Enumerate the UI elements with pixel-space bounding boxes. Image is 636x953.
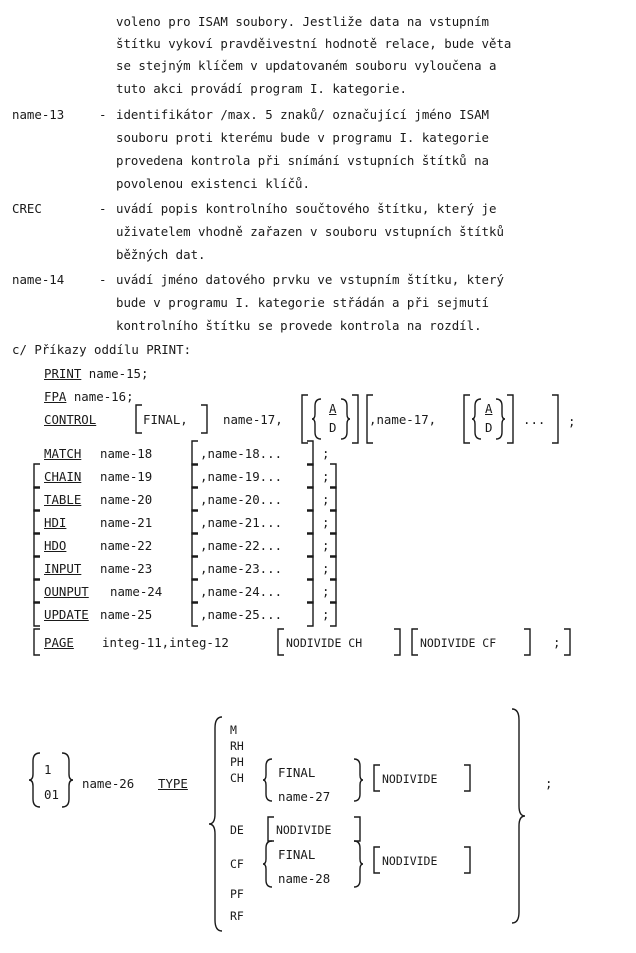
chain-keyword: CHAIN: [44, 469, 82, 484]
page-opt1-right-bracket: [392, 628, 402, 656]
hdi-terminator: ;: [322, 515, 330, 530]
control-name-repeat: ,name-17,: [369, 412, 437, 427]
control-sort-a: A: [329, 401, 337, 416]
page-nodivide-ch: NODIVIDE CH: [286, 636, 363, 650]
page-opt1-left-bracket: [276, 628, 286, 656]
ounput-terminator: ;: [322, 584, 330, 599]
de-nodivide: NODIVIDE: [276, 823, 332, 837]
section-heading: c/ Příkazy oddílu PRINT:: [12, 342, 192, 357]
chain-name: name-19: [100, 469, 153, 484]
control-terminator: ;: [568, 414, 576, 429]
type-opt-pf: PF: [230, 887, 244, 901]
match-terminator: ;: [322, 446, 330, 461]
def-term: CREC: [12, 201, 42, 216]
input-rep: ,name-23...: [200, 561, 283, 576]
hdo-terminator: ;: [322, 538, 330, 553]
hdo-name: name-22: [100, 538, 153, 553]
def-line: běžných dat.: [116, 247, 206, 262]
match-name: name-18: [100, 446, 153, 461]
print-rest: name-15;: [81, 366, 149, 381]
page-keyword: PAGE: [44, 635, 74, 650]
cf-nodivide: NODIVIDE: [382, 854, 438, 868]
page-right-bracket: [562, 628, 572, 656]
cf-right-brace: [352, 840, 364, 888]
control-repeat-sort-a: A: [485, 401, 493, 416]
update-keyword: UPDATE: [44, 607, 89, 622]
type-opt-ph: PH: [230, 755, 244, 769]
update-left-bracket: [32, 601, 42, 627]
hdi-name: name-21: [100, 515, 153, 530]
hdo-rep: ,name-22...: [200, 538, 283, 553]
def-line: povolenou existenci klíčů.: [116, 176, 310, 191]
ch-name-27: name-27: [278, 789, 331, 804]
def-term: name-13: [12, 107, 65, 122]
para-line: štítku vykoví pravděivestní hodnotě relace, bude věta: [116, 36, 512, 51]
def-line: bude v programu I. kategorie střádán a při sejmutí: [116, 295, 489, 310]
cf-final: FINAL: [278, 847, 316, 862]
type-level-right-brace: [60, 752, 74, 808]
type-level-left-brace: [28, 752, 42, 808]
chain-rep: ,name-19...: [200, 469, 283, 484]
ch-left-brace: [262, 758, 274, 802]
control-repeat-sort-left-brace: [471, 398, 483, 440]
fpa-rest: name-16;: [66, 389, 134, 404]
type-level-1: 1: [44, 762, 52, 777]
type-opt-cf: CF: [230, 857, 244, 871]
page-args: integ-11,integ-12: [102, 635, 229, 650]
type-opt-rh: RH: [230, 739, 244, 753]
type-options-right-brace: [510, 708, 526, 924]
de-nodivide-right-bracket: [352, 816, 362, 842]
ounput-rep: ,name-24...: [200, 584, 283, 599]
type-keyword: TYPE: [158, 776, 188, 791]
control-name: name-17,: [223, 412, 283, 427]
table-name: name-20: [100, 492, 153, 507]
hdi-rep: ,name-21...: [200, 515, 283, 530]
def-term: name-14: [12, 272, 65, 287]
print-statement: [44, 366, 148, 382]
def-dash: -: [99, 107, 107, 122]
def-line: souboru proti kterému bude v programu I. kategorie: [116, 130, 489, 145]
def-dash: -: [99, 201, 107, 216]
ch-nodivide-left-bracket: [372, 764, 382, 792]
fpa-statement: [44, 389, 134, 405]
def-dash: -: [99, 272, 107, 287]
chain-terminator: ;: [322, 469, 330, 484]
ch-final: FINAL: [278, 765, 316, 780]
control-final: FINAL,: [143, 412, 188, 427]
control-sort-outer-left-bracket: [300, 394, 310, 444]
control-sort-outer-right-bracket: [350, 394, 360, 444]
table-terminator: ;: [322, 492, 330, 507]
control-repeat-right-bracket: [550, 394, 560, 444]
type-name: name-26: [82, 776, 135, 791]
hdo-keyword: HDO: [44, 538, 67, 553]
control-ellipsis: ...: [523, 412, 546, 427]
def-line: uvádí popis kontrolního součtového štítku, který je: [116, 201, 497, 216]
type-opt-de: DE: [230, 823, 244, 837]
cf-nodivide-left-bracket: [372, 846, 382, 874]
page-left-bracket: [32, 628, 42, 656]
update-terminator: ;: [322, 607, 330, 622]
ch-right-brace: [352, 758, 364, 802]
print-keyword: PRINT: [44, 366, 82, 381]
ch-nodivide: NODIVIDE: [382, 772, 438, 786]
page-opt2-left-bracket: [410, 628, 420, 656]
update-rep: ,name-25...: [200, 607, 283, 622]
hdi-keyword: HDI: [44, 515, 67, 530]
control-sort-d: D: [329, 420, 337, 435]
page-nodivide-cf: NODIVIDE CF: [420, 636, 497, 650]
cf-nodivide-right-bracket: [462, 846, 472, 874]
cf-name-28: name-28: [278, 871, 331, 886]
control-repeat-sort-d: D: [485, 420, 493, 435]
ch-nodivide-right-bracket: [462, 764, 472, 792]
def-line: identifikátor /max. 5 znaků/ označující jméno ISAM: [116, 107, 489, 122]
cf-left-brace: [262, 840, 274, 888]
para-line: tuto akci provádí program I. kategorie.: [116, 81, 407, 96]
def-line: provedena kontrola při snímání vstupních štítků na: [116, 153, 489, 168]
input-keyword: INPUT: [44, 561, 82, 576]
update-right-bracket: [328, 601, 338, 627]
ounput-name: name-24: [110, 584, 163, 599]
type-options-left-brace: [208, 716, 224, 932]
type-opt-rf: RF: [230, 909, 244, 923]
control-sort-left-brace: [311, 398, 323, 440]
table-keyword: TABLE: [44, 492, 82, 507]
type-level-01: 01: [44, 787, 59, 802]
de-nodivide-left-bracket: [266, 816, 276, 842]
control-repeat-sort-right-bracket: [505, 394, 515, 444]
type-terminator: ;: [545, 776, 553, 791]
match-keyword: MATCH: [44, 446, 82, 461]
def-line: uživatelem vhodně zařazen v souboru vstupních štítků: [116, 224, 504, 239]
control-keyword: CONTROL: [44, 412, 97, 427]
update-rep-right-bracket: [305, 601, 315, 627]
def-line: uvádí jméno datového prvku ve vstupním štítku, který: [116, 272, 504, 287]
table-rep: ,name-20...: [200, 492, 283, 507]
update-rep-left-bracket: [190, 601, 200, 627]
fpa-keyword: FPA: [44, 389, 67, 404]
def-line: kontrolního štítku se provede kontrola na rozdíl.: [116, 318, 482, 333]
update-name: name-25: [100, 607, 153, 622]
page-opt2-right-bracket: [522, 628, 532, 656]
input-name: name-23: [100, 561, 153, 576]
input-terminator: ;: [322, 561, 330, 576]
para-line: se stejným klíčem v updatovaném souboru vyloučena a: [116, 58, 497, 73]
match-rep: ,name-18...: [200, 446, 283, 461]
type-opt-ch: CH: [230, 771, 244, 785]
page-terminator: ;: [553, 635, 561, 650]
type-opt-m: M: [230, 723, 237, 737]
para-line: voleno pro ISAM soubory. Jestliže data na vstupním: [116, 14, 489, 29]
ounput-keyword: OUNPUT: [44, 584, 89, 599]
control-final-right-bracket: [199, 404, 209, 434]
